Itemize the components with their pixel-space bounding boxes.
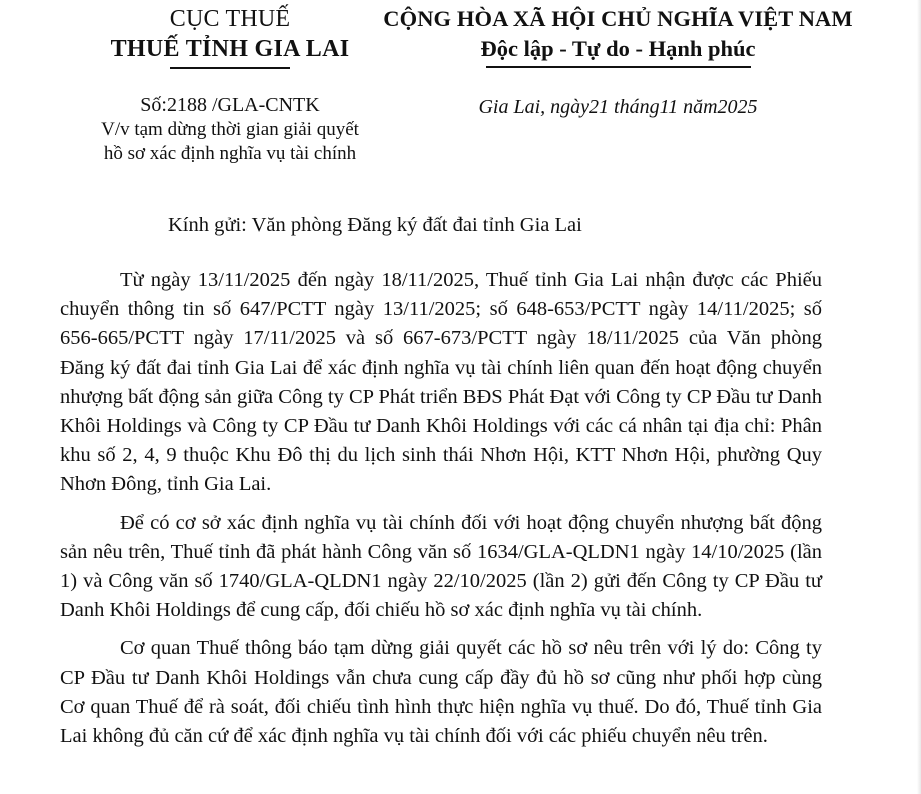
page-edge-shadow bbox=[917, 0, 921, 794]
issuing-agency-block bbox=[60, 4, 400, 166]
body-paragraph-3: Cơ quan Thuế thông báo tạm dừng giải quyết các hồ sơ nêu trên với lý do: Công ty CP Đầu tư Danh Khôi Holdings vẫn chưa cung cấp đầy đủ hồ sơ cũng như phối hợp cùng Cơ quan Thuế để rà soát, đối chiếu tình hình thực hiện nghĩa vụ thuế. Do đó, Thuế tỉnh Gia Lai không đủ căn cứ để xác định nghĩa vụ tài chính đối với các phiếu chuyển nêu trên. bbox=[60, 637, 822, 748]
subject-line-1: V/v tạm dừng thời gian giải quyết bbox=[101, 118, 359, 140]
national-motto: Độc lập - Tự do - Hạnh phúc bbox=[480, 36, 756, 61]
subject-line-2: hồ sơ xác định nghĩa vụ tài chính bbox=[103, 142, 357, 164]
agency-name: THUẾ TỈNH GIA LAI bbox=[110, 36, 350, 62]
national-title: CỘNG HÒA XÃ HỘI CHỦ NGHĨA VIỆT NAM bbox=[383, 6, 853, 31]
motto-underline bbox=[486, 66, 751, 68]
document-number: Số:2188 /GLA-CNTK bbox=[140, 93, 320, 116]
agency-parent: CỤC THUẾ bbox=[169, 6, 291, 32]
body-paragraph-1: Từ ngày 13/11/2025 đến ngày 18/11/2025, Thuế tỉnh Gia Lai nhận được các Phiếu chuyển thông tin số 647/PCTT ngày 13/11/2025; số 648-653/PCTT ngày 14/11/2025; số 656-665/PCTT ngày 17/11/2025 và số 667-673/PCTT ngày 18/11/2025 của Văn phòng Đăng ký đất đai tỉnh Gia Lai để xác định nghĩa vụ tài chính liên quan đến hoạt động chuyển nhượng bất động sản giữa Công ty CP Phát triển BĐS Phát Đạt với Công ty CP Đầu tư Danh Khôi Holdings và Công ty CP Đầu tư Danh Khôi Holdings với các cá nhân tại địa chỉ: Phân khu số 2, 4, 9 thuộc Khu Đô thị du lịch sinh thái Nhơn Hội, KTT Nhơn Hội, phường Quy Nhơn Đông, tỉnh Gia Lai. bbox=[60, 269, 822, 496]
document-body bbox=[60, 266, 822, 760]
national-header-block bbox=[383, 4, 853, 120]
recipient-line: Kính gửi: Văn phòng Đăng ký đất đai tỉnh Gia Lai bbox=[168, 214, 582, 236]
place-and-date: Gia Lai, ngày21 tháng11 năm2025 bbox=[478, 95, 758, 118]
body-paragraph-2: Để có cơ sở xác định nghĩa vụ tài chính đối với hoạt động chuyển nhượng bất động sản nêu trên, Thuế tỉnh đã phát hành Công văn số 1634/GLA-QLDN1 ngày 14/10/2025 (lần 1) và Công văn số 1740/GLA-QLDN1 ngày 22/10/2025 (lần 2) gửi đến Công ty CP Đầu tư Danh Khôi Holdings để cung cấp, đối chiếu hồ sơ xác định nghĩa vụ tài chính. bbox=[60, 511, 822, 622]
agency-underline bbox=[170, 67, 290, 69]
